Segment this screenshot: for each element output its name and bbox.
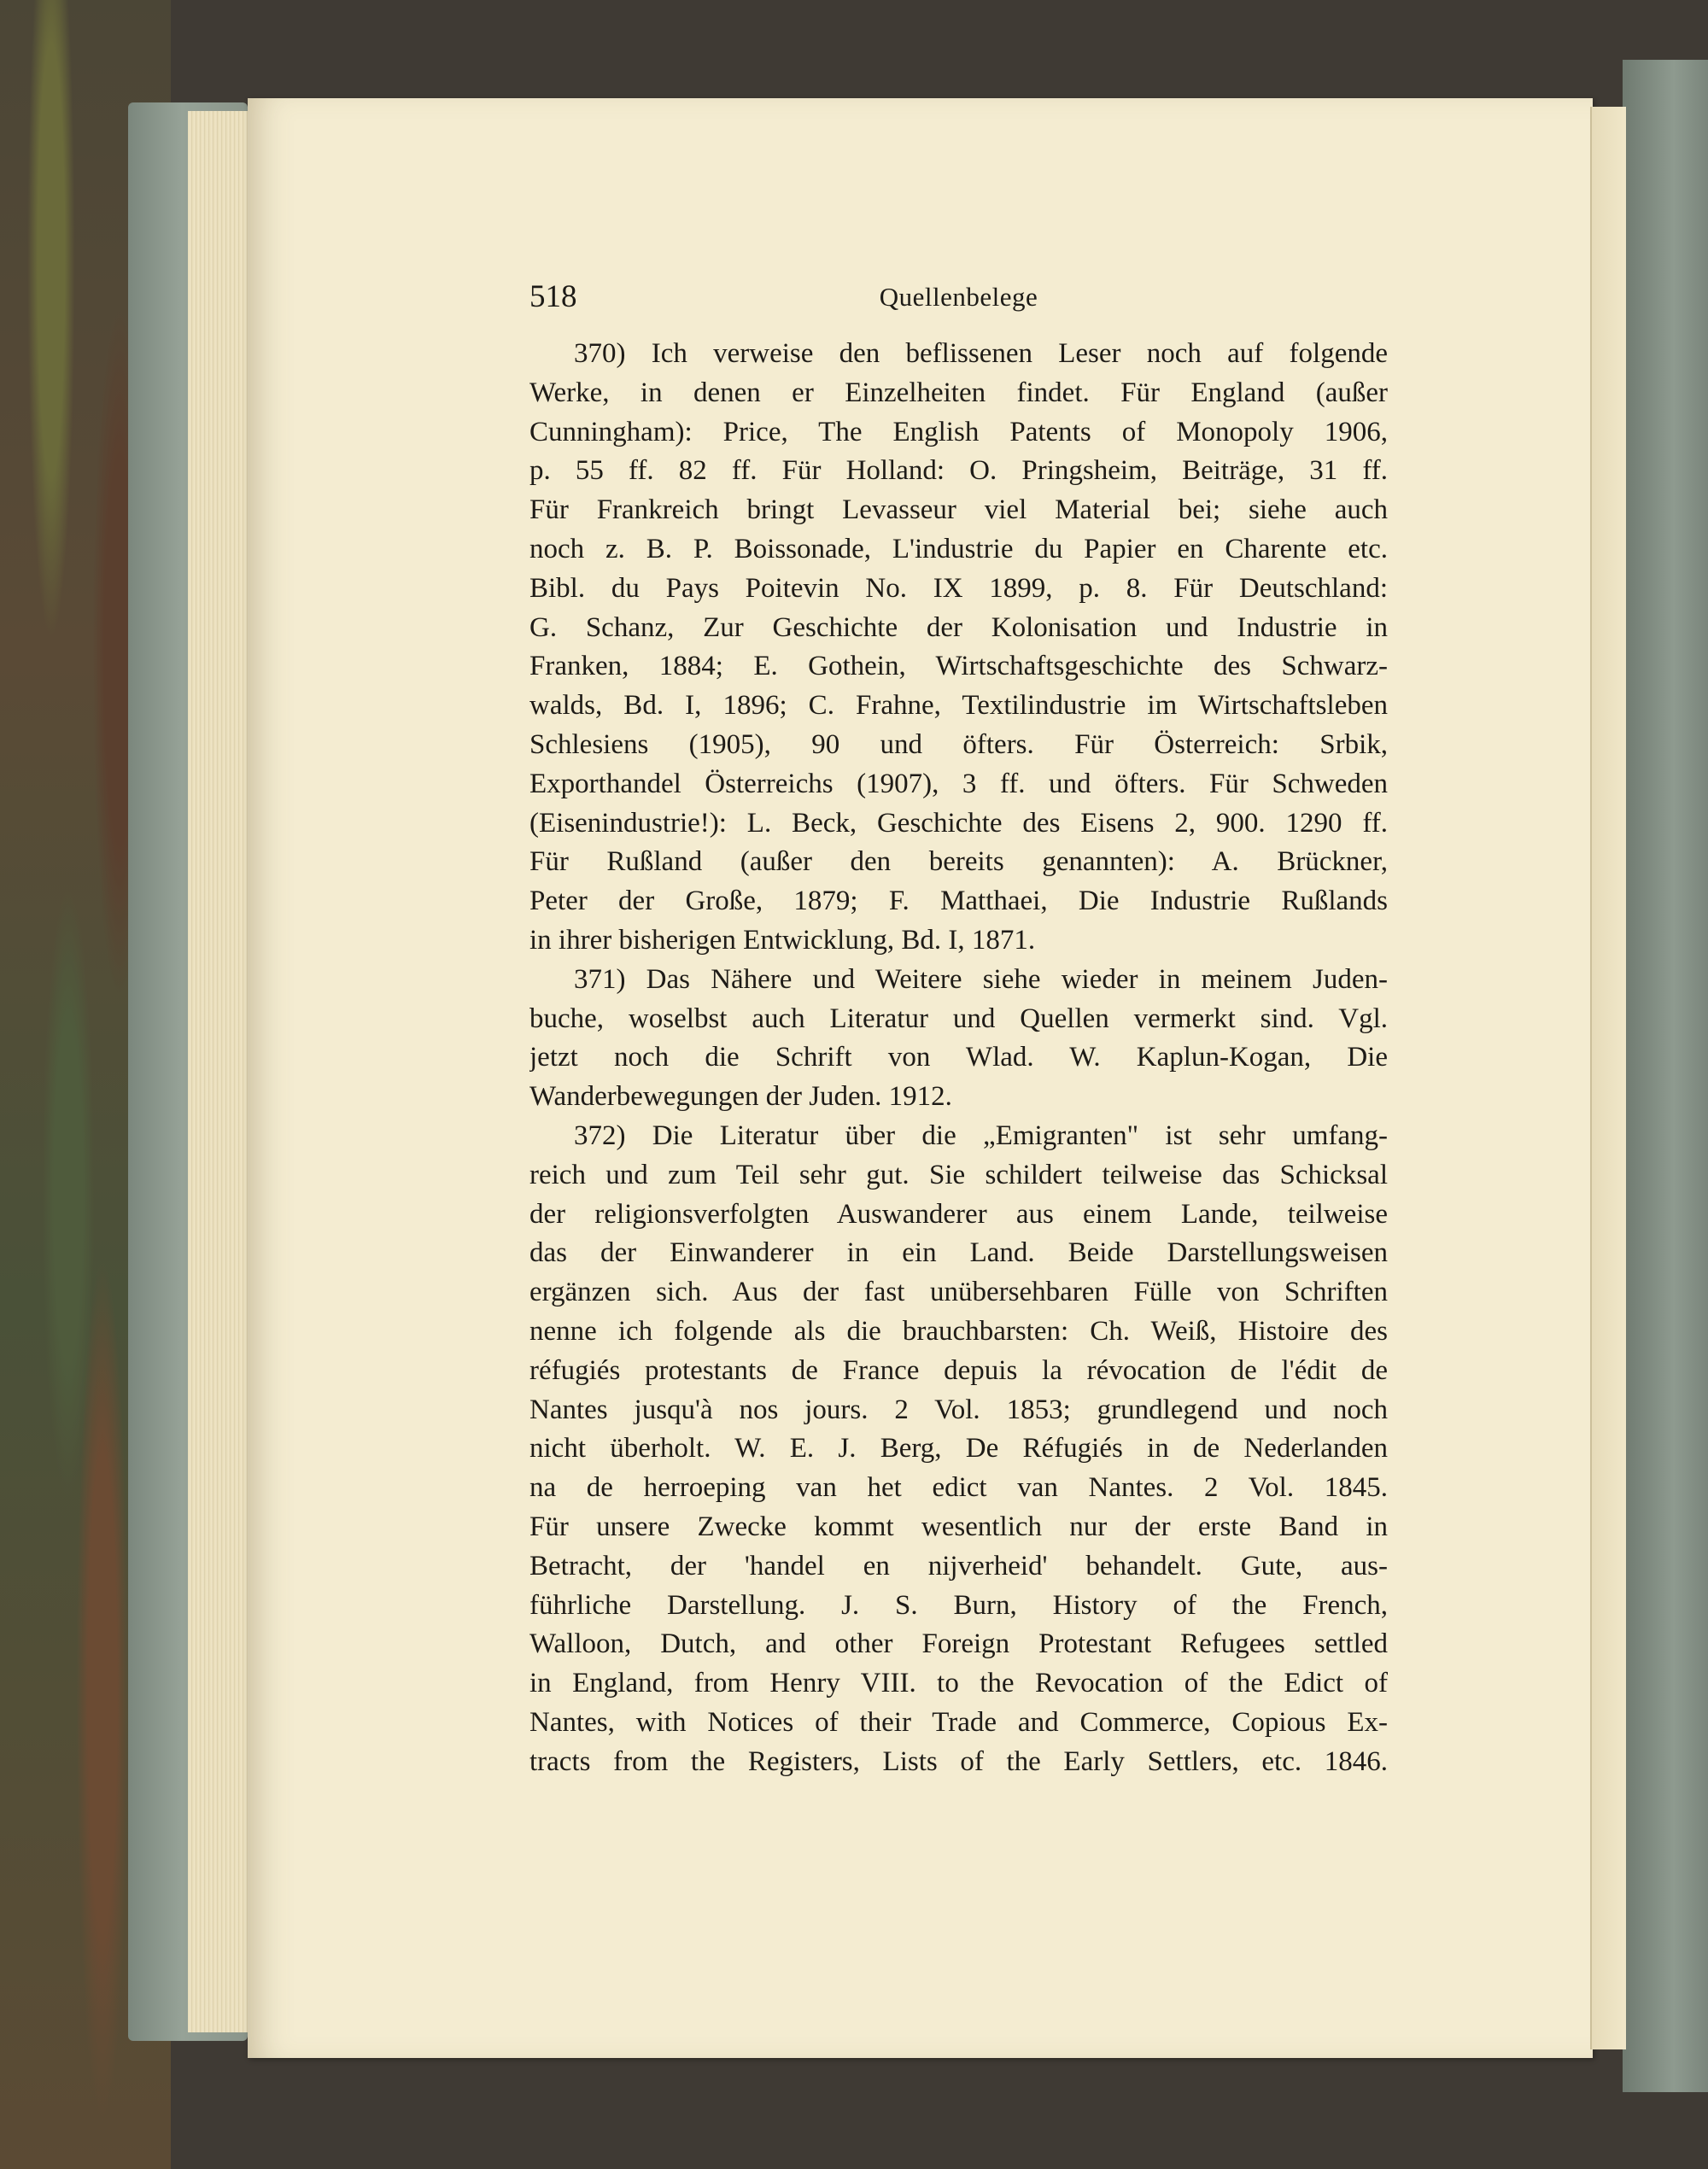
text-line: réfugiés protestants de France depuis la révocation de l'édit de <box>529 1354 1388 1386</box>
text-line: (Eisenindustrie!): L. Beck, Geschichte des Eisens 2, 900. 1290 ff. <box>529 807 1388 839</box>
text-line: in ihrer bisherigen Entwicklung, Bd. I, 1871. <box>529 924 1036 956</box>
text-line: Schlesiens (1905), 90 und öfters. Für Österreich: Srbik, <box>529 728 1388 760</box>
text-line: führliche Darstellung. J. S. Burn, History of the French, <box>529 1589 1388 1621</box>
text-line: 372) Die Literatur über die „Emigranten" ist sehr umfang- <box>574 1120 1388 1151</box>
text-line: Bibl. du Pays Poitevin No. IX 1899, p. 8. Für Deutschland: <box>529 572 1388 604</box>
text-line: Für Rußland (außer den bereits genannten): A. Brückner, <box>529 846 1388 878</box>
running-title: Quellenbelege <box>879 282 1038 312</box>
page-header <box>529 278 1388 317</box>
text-line: Exporthandel Österreichs (1907), 3 ff. und öfters. Für Schweden <box>529 768 1388 799</box>
text-line: Nantes, with Notices of their Trade and Commerce, Copious Ex- <box>529 1706 1388 1738</box>
text-line: ergänzen sich. Aus der fast unübersehbaren Fülle von Schriften <box>529 1277 1388 1308</box>
text-line: Für unsere Zwecke kommt wesentlich nur der erste Band in <box>529 1511 1388 1542</box>
text-line: der religionsverfolgten Auswanderer aus einem Lande, teilweise <box>529 1198 1388 1230</box>
text-line: tracts from the Registers, Lists of the Early Settlers, etc. 1846. <box>529 1745 1388 1777</box>
text-line: na de herroeping van het edict van Nantes. 2 Vol. 1845. <box>529 1472 1388 1504</box>
text-line: G. Schanz, Zur Geschichte der Kolonisation und Industrie in <box>529 611 1388 643</box>
text-line: Nantes jusqu'à nos jours. 2 Vol. 1853; grundlegend und noch <box>529 1394 1388 1425</box>
text-line: Peter der Große, 1879; F. Matthaei, Die Industrie Rußlands <box>529 886 1388 917</box>
page-edges <box>188 111 256 2032</box>
text-line: 371) Das Nähere und Weitere siehe wieder in meinem Juden- <box>574 963 1388 995</box>
text-line: walds, Bd. I, 1896; C. Frahne, Textilindustrie im Wirtschaftsleben <box>529 690 1388 722</box>
text-line: Walloon, Dutch, and other Foreign Protestant Refugees settled <box>529 1628 1388 1660</box>
facing-page-edge <box>1590 107 1626 2049</box>
text-line: buche, woselbst auch Literatur und Quellen vermerkt sind. Vgl. <box>529 1003 1388 1034</box>
text-line: das der Einwanderer in ein Land. Beide Darstellungsweisen <box>529 1237 1388 1269</box>
text-line: jetzt noch die Schrift von Wlad. W. Kaplun-Kogan, Die <box>529 1042 1388 1073</box>
text-line: Franken, 1884; E. Gothein, Wirtschaftsgeschichte des Schwarz- <box>529 651 1388 682</box>
book-cover-right <box>1623 60 1708 2092</box>
page-number: 518 <box>529 279 577 314</box>
text-line: p. 55 ff. 82 ff. Für Holland: O. Pringsheim, Beiträge, 31 ff. <box>529 455 1388 487</box>
text-line: Werke, in denen er Einzelheiten findet. Für England (außer <box>529 377 1388 408</box>
text-line: Wanderbewegungen der Juden. 1912. <box>529 1081 952 1113</box>
body-text <box>529 335 1388 1781</box>
text-line: Betracht, der 'handel en nijverheid' behandelt. Gute, aus- <box>529 1550 1388 1581</box>
text-line: nicht überholt. W. E. J. Berg, De Réfugiés in de Nederlanden <box>529 1433 1388 1465</box>
text-line: noch z. B. P. Boissonade, L'industrie du Papier en Charente etc. <box>529 533 1388 564</box>
text-line: 370) Ich verweise den beflissenen Leser noch auf folgende <box>574 338 1388 369</box>
text-line: nenne ich folgende als die brauchbarsten: Ch. Weiß, Histoire des <box>529 1315 1388 1347</box>
text-line: Cunningham): Price, The English Patents of Monopoly 1906, <box>529 416 1388 447</box>
text-line: reich und zum Teil sehr gut. Sie schildert teilweise das Schicksal <box>529 1159 1388 1190</box>
text-line: Für Frankreich bringt Levasseur viel Material bei; siehe auch <box>529 494 1388 526</box>
text-line: in England, from Henry VIII. to the Revocation of the Edict of <box>529 1668 1388 1699</box>
